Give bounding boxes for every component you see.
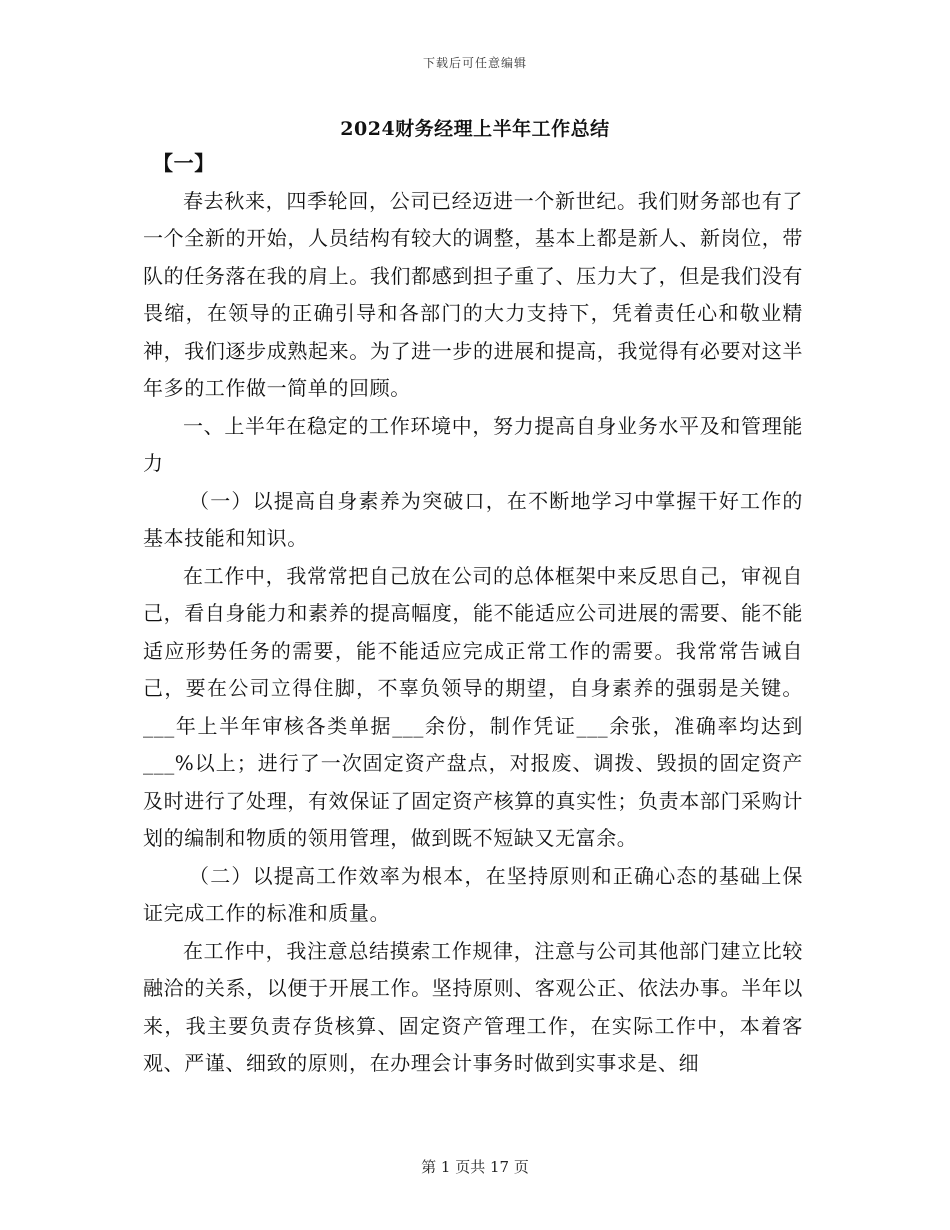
subheading-one: （一）以提高自身素养为突破口，在不断地学习中掌握干好工作的基本技能和知识。 — [143, 488, 803, 550]
document-body — [143, 145, 803, 1083]
page-number: 第 1 页共 17 页 — [421, 1158, 529, 1176]
paragraph-intro: 春去秋来，四季轮回，公司已经迈进一个新世纪。我们财务部也有了一个全新的开始，人员结构有较大的调整，基本上都是新人、新岗位，带队的任务落在我的肩上。我们都感到担子重了、压力大了，但是我们没有畏缩，在领导的正确引导和各部门的大力支持下，凭着责任心和敬业精神，我们逐步成熟起来。为了进一步的进展和提高，我觉得有必要对这半年多的工作做一简单的回顾。 — [143, 188, 803, 400]
page-header-note: 下载后可任意编辑 — [422, 56, 527, 70]
subheading-two: （二）以提高工作效率为根本，在坚持原则和正确心态的基础上保证完成工作的标准和质量。 — [143, 863, 803, 925]
document-title: 2024财务经理上半年工作总结 — [340, 118, 610, 140]
paragraph-work-methods: 在工作中，我注意总结摸索工作规律，注意与公司其他部门建立比较融洽的关系，以便于开展工作。坚持原则、客观公正、依法办事。半年以来，我主要负责存货核算、固定资产管理工作，在实际工作中，本着客观、严谨、细致的原则，在办理会计事务时做到实事求是、细 — [143, 938, 803, 1075]
section-marker: 【一】 — [153, 151, 215, 175]
heading-part-one: 一、上半年在稳定的工作环境中，努力提高自身业务水平及和管理能力 — [143, 413, 803, 475]
paragraph-self-reflection: 在工作中，我常常把自己放在公司的总体框架中来反思自己，审视自己，看自身能力和素养的提高幅度，能不能适应公司进展的需要、能不能适应形势任务的需要，能不能适应完成正常工作的需要。我常常告诫自己，要在公司立得住脚，不辜负领导的期望，自身素养的强弱是关键。___年上半年审核各类单据___余份，制作凭证___余张，准确率均达到___%以上；进行了一次固定资产盘点，对报废、调拨、毁损的固定资产及时进行了处理，有效保证了固定资产核算的真实性；负责本部门采购计划的编制和物质的领用管理，做到既不短缺又无富余。 — [143, 563, 803, 850]
